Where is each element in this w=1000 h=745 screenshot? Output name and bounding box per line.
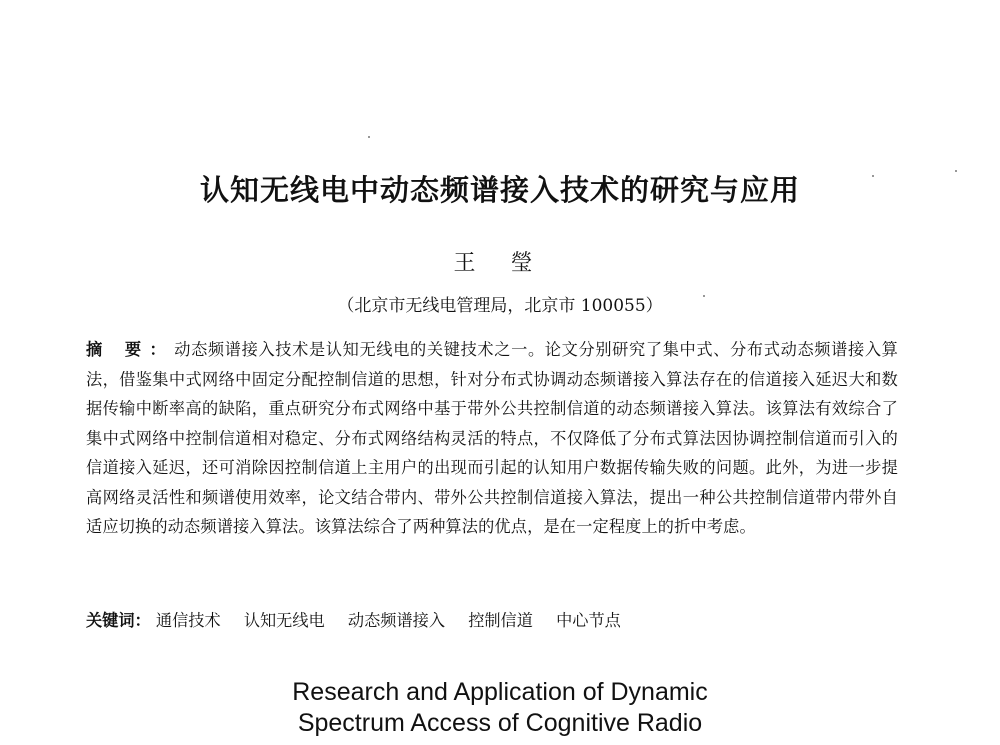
keyword-item: 认知无线电 [243,611,325,630]
keyword-item: 中心节点 [556,611,621,630]
keywords-label: 关键词： [86,611,151,630]
abstract-text: 动态频谱接入技术是认知无线电的关键技术之一。论文分别研究了集中式、分布式动态频谱接入算法，借鉴集中式网络中固定分配控制信道的思想，针对分布式协调动态频谱接入算法存在的信道接入延迟大和数据传输中断率高的缺陷，重点研究分布式网络中基于带外公共控制信道的动态频谱接入算法。该算法有效综合了集中式网络中控制信道相对稳定、分布式网络结构灵活的特点，不仅降低了分布式算法因协调控制信道而引入的信道接入延迟，还可消除因控制信道上主用户的出现而引起的认知用户数据传输失败的问题。此外，为进一步提高网络灵活性和频谱使用效率，论文结合带内、带外公共控制信道接入算法，提出一种公共控制信道带内带外自适应切换的动态频谱接入算法。该算法综合了两种算法的优点，是在一定程度上的折中考虑。 [86,340,899,536]
abstract [86,335,898,542]
english-title-line: Spectrum Access of Cognitive Radio [297,709,703,737]
chinese-title: 认知无线电中动态频谱接入技术的研究与应用 [199,173,800,207]
keyword-item: 控制信道 [468,611,533,630]
author-name: 王 瑩 [453,251,547,276]
scan-speck [368,136,370,138]
keyword-item: 动态频谱接入 [347,611,446,630]
keyword-item: 通信技术 [155,611,221,630]
keywords [86,607,898,635]
english-title-line: Research and Application of Dynamic [292,678,708,706]
author-affiliation: （北京市无线电管理局，北京市 100055） [337,296,663,316]
abstract-label: 摘 要： [86,340,175,359]
english-title [0,677,1000,739]
